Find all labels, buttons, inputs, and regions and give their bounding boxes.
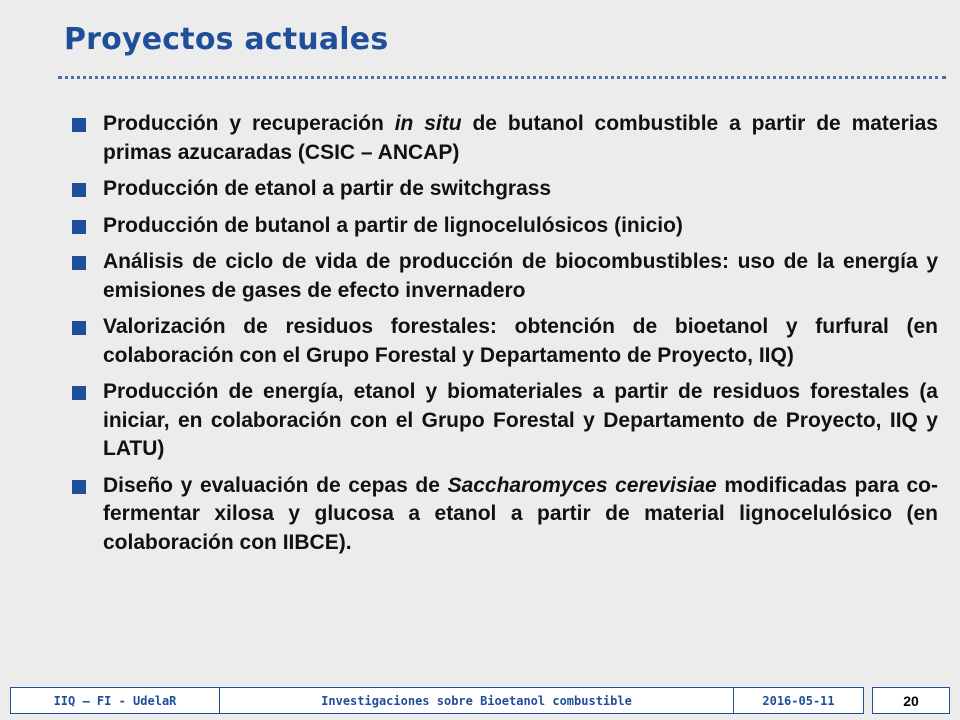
- bullet-text: Análisis de ciclo de vida de producción de biocombustibles: uso de la energía y emisiones de gases de efecto invernadero: [103, 250, 938, 302]
- square-bullet-icon: [72, 220, 86, 234]
- footer-topic: Investigaciones sobre Bioetanol combustible: [220, 687, 734, 714]
- bullet-item: [72, 248, 938, 305]
- bullet-text: Producción de butanol a partir de lignocelulósicos (inicio): [103, 213, 683, 237]
- square-bullet-icon: [72, 256, 86, 270]
- bullet-text: de butanol combustible a partir de materias primas azucaradas (CSIC – ANCAP): [103, 112, 938, 164]
- bullet-item: [72, 472, 938, 558]
- bullet-text: Valorización de residuos forestales: obtención de bioetanol y furfural (en colaboración con el Grupo Forestal y Departamento de Proyecto, IIQ): [103, 315, 938, 367]
- bullet-text: modificadas para co-fermentar xilosa y glucosa a etanol a partir de material lignocelulósico (en colaboración con IIBCE).: [103, 473, 939, 554]
- square-bullet-icon: [72, 480, 86, 494]
- bullet-text: Diseño y evaluación de cepas de: [103, 473, 448, 497]
- bullet-text: Producción de etanol a partir de switchgrass: [103, 177, 552, 200]
- bullet-item: [72, 313, 938, 370]
- page-number: 20: [872, 687, 950, 714]
- bullet-item: [72, 378, 938, 464]
- footer-institution: IIQ – FI - UdelaR: [10, 687, 220, 714]
- slide-title: Proyectos actuales: [64, 22, 389, 57]
- bullet-item: [72, 212, 938, 241]
- bullet-text-italic: in situ: [394, 112, 462, 135]
- square-bullet-icon: [72, 183, 86, 197]
- square-bullet-icon: [72, 118, 86, 132]
- bullet-text: Producción y recuperación: [103, 112, 395, 135]
- bullet-text: Producción de energía, etanol y biomateriales a partir de residuos forestales (a iniciar, en colaboración con el Grupo Forestal y Departamento de Proyecto, IIQ y LATU): [103, 380, 938, 460]
- bullet-list: [72, 110, 938, 565]
- bullet-text-italic: Saccharomyces cerevisiae: [447, 473, 717, 497]
- bullet-item: [72, 175, 938, 204]
- title-divider: [58, 76, 946, 79]
- bullet-item: [72, 110, 938, 167]
- square-bullet-icon: [72, 321, 86, 335]
- square-bullet-icon: [72, 386, 86, 400]
- footer-date: 2016-05-11: [734, 687, 864, 714]
- footer-bar: [0, 687, 960, 720]
